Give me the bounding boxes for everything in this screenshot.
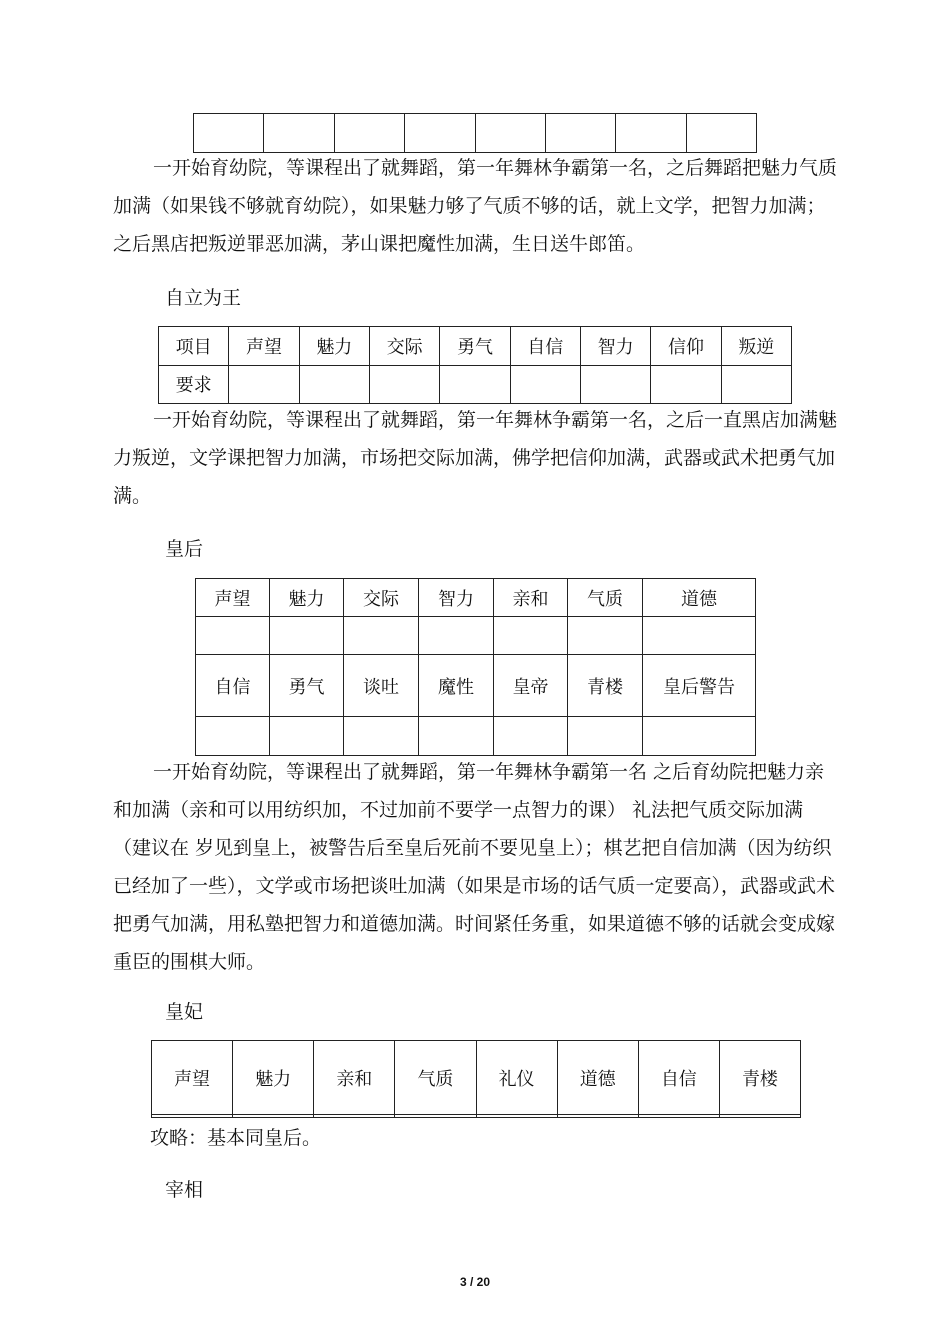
table-header-cell: 智力 xyxy=(580,327,650,366)
table-header-row xyxy=(196,655,756,717)
section-heading-chancellor: 宰相 xyxy=(165,1179,204,1201)
table-row xyxy=(152,1115,801,1118)
table-cell xyxy=(476,1115,557,1118)
strategy-paragraph-1: 一开始育幼院，等课程出了就舞蹈，第一年舞林争霸第一名，之后舞蹈把魅力气质加满（如果钱不够就育幼院），如果魅力够了气质不够的话，就上文学，把智力加满；之后黑店把叛逆罪恶加满，茅山课把魔性加满，生日送牛郎笛。 xyxy=(113,157,838,255)
table-header-row xyxy=(152,1041,801,1115)
table-header-cell: 自信 xyxy=(510,327,580,366)
table-header-cell: 声望 xyxy=(229,327,299,366)
requirements-table-self-king xyxy=(158,326,792,404)
table-cell xyxy=(568,717,643,756)
table-header-cell: 魔性 xyxy=(419,655,494,717)
table-cell xyxy=(344,717,419,756)
table-cell xyxy=(719,1115,800,1118)
table-cell xyxy=(686,114,756,153)
table-cell xyxy=(264,114,334,153)
table-header-cell: 青楼 xyxy=(719,1041,800,1115)
table-cell xyxy=(405,114,475,153)
table-cell xyxy=(229,365,299,404)
table-cell xyxy=(721,365,791,404)
table-header-cell: 魅力 xyxy=(299,327,369,366)
table-cell xyxy=(299,365,369,404)
table-cell xyxy=(270,717,344,756)
table-header-cell: 皇后警告 xyxy=(643,655,756,717)
table-cell xyxy=(314,1115,395,1118)
section-heading-self-king: 自立为王 xyxy=(165,287,242,309)
table-header-cell: 自信 xyxy=(196,655,270,717)
table-header-cell: 气质 xyxy=(395,1041,476,1115)
section-heading-consort: 皇妃 xyxy=(165,1001,204,1023)
table-header-cell: 勇气 xyxy=(270,655,344,717)
table-header-row xyxy=(159,327,792,366)
table-header-cell: 交际 xyxy=(369,327,439,366)
table-cell xyxy=(638,1115,719,1118)
table-header-cell: 智力 xyxy=(419,579,494,617)
section-heading-empress: 皇后 xyxy=(165,538,204,560)
table-cell xyxy=(152,1115,233,1118)
table-cell xyxy=(344,617,419,655)
strategy-paragraph-3: 一开始育幼院，等课程出了就舞蹈，第一年舞林争霸第一名 之后育幼院把魅力亲和加满（亲和可以用纺织加，不过加前不要学一点智力的课） 礼法把气质交际加满（建议在 岁见到皇上，被警告后至皇后死前不要见皇上）；棋艺把自信加满（因为纺织已经加了一些），文学或市场把谈吐加满（如果是市场的话气质一定要高），武器或武术把勇气加满，用私塾把智力和道德加满。时间紧任务重，如果道德不够的话就会变成嫁重臣的围棋大师。 xyxy=(113,761,836,973)
table-cell xyxy=(475,114,545,153)
table-cell xyxy=(369,365,439,404)
strategy-paragraph-4: 攻略：基本同皇后。 xyxy=(150,1127,322,1149)
table-cell xyxy=(233,1115,314,1118)
table-cell xyxy=(494,617,568,655)
table-cell xyxy=(568,617,643,655)
table-cell xyxy=(510,365,580,404)
table-header-cell: 气质 xyxy=(568,579,643,617)
table-cell xyxy=(419,617,494,655)
table-header-cell: 项目 xyxy=(159,327,229,366)
table-cell xyxy=(643,617,756,655)
table-cell xyxy=(651,365,721,404)
table-cell xyxy=(580,365,650,404)
table-cell xyxy=(334,114,404,153)
table-header-cell: 谈吐 xyxy=(344,655,419,717)
strategy-paragraph-2: 一开始育幼院，等课程出了就舞蹈，第一年舞林争霸第一名，之后一直黑店加满魅力叛逆，文学课把智力加满，市场把交际加满，佛学把信仰加满，武器或武术把勇气加满。 xyxy=(113,409,838,507)
table-cell xyxy=(643,717,756,756)
table-header-cell: 魅力 xyxy=(270,579,344,617)
table-header-cell: 声望 xyxy=(152,1041,233,1115)
table-cell xyxy=(440,365,510,404)
table-header-row xyxy=(196,579,756,617)
table-header-cell: 青楼 xyxy=(568,655,643,717)
table-header-cell: 交际 xyxy=(344,579,419,617)
table-header-cell: 亲和 xyxy=(494,579,568,617)
table-cell xyxy=(494,717,568,756)
table-cell xyxy=(616,114,686,153)
table-cell xyxy=(395,1115,476,1118)
table-row xyxy=(159,365,792,404)
table-header-cell: 声望 xyxy=(196,579,270,617)
table-row xyxy=(194,114,757,153)
table-header-cell: 礼仪 xyxy=(476,1041,557,1115)
table-cell xyxy=(194,114,264,153)
table-cell xyxy=(270,617,344,655)
table-header-cell: 信仰 xyxy=(651,327,721,366)
table-cell xyxy=(196,717,270,756)
table-header-cell: 道德 xyxy=(643,579,756,617)
table-header-cell: 勇气 xyxy=(440,327,510,366)
table-header-cell: 皇帝 xyxy=(494,655,568,717)
table-header-cell: 亲和 xyxy=(314,1041,395,1115)
table-cell xyxy=(557,1115,638,1118)
table-cell xyxy=(545,114,615,153)
table-row xyxy=(196,617,756,655)
table-row xyxy=(196,717,756,756)
table-cell xyxy=(196,617,270,655)
table-cell: 要求 xyxy=(159,365,229,404)
requirements-table-consort xyxy=(151,1040,801,1118)
empty-table-top xyxy=(193,113,757,153)
requirements-table-empress xyxy=(195,578,756,756)
table-cell xyxy=(419,717,494,756)
page-number: 3 / 20 xyxy=(459,1275,491,1289)
table-header-cell: 道德 xyxy=(557,1041,638,1115)
table-header-cell: 自信 xyxy=(638,1041,719,1115)
table-header-cell: 叛逆 xyxy=(721,327,791,366)
table-header-cell: 魅力 xyxy=(233,1041,314,1115)
